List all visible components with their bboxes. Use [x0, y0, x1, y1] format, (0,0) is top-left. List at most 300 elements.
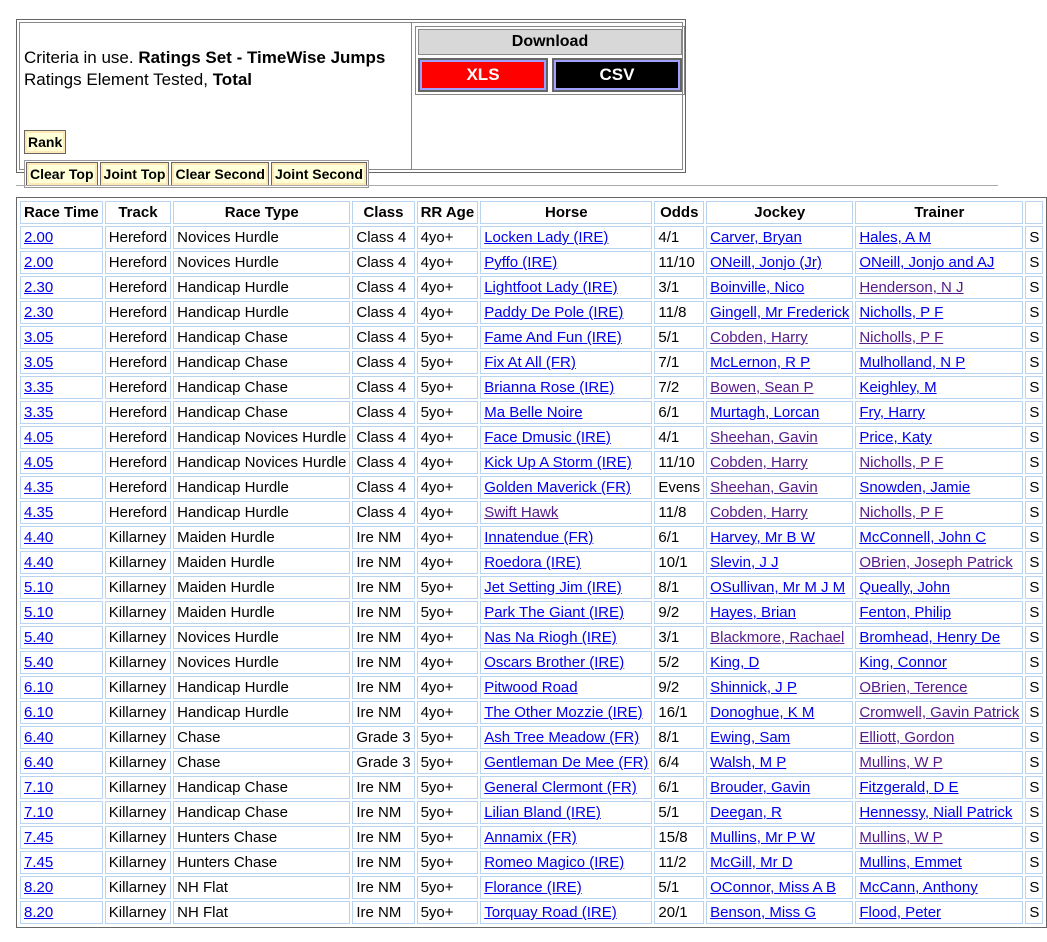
race-time-link[interactable]: 3.05 — [24, 354, 54, 371]
table-cell: Killarney — [105, 601, 171, 624]
jockey-link[interactable]: Boinville, Nico — [710, 279, 805, 296]
horse-link[interactable]: Ash Tree Meadow (FR) — [484, 729, 640, 746]
table-cell — [480, 901, 652, 924]
table-cell — [20, 751, 103, 774]
column-header[interactable] — [1025, 201, 1043, 224]
table-cell: Killarney — [105, 901, 171, 924]
race-time-link[interactable]: 6.10 — [24, 704, 54, 721]
jockey-link[interactable]: Carver, Bryan — [710, 229, 802, 246]
horse-link[interactable]: Brianna Rose (IRE) — [484, 379, 615, 396]
trainer-link[interactable]: Fitzgerald, D E — [859, 779, 959, 796]
table-cell — [20, 876, 103, 899]
jockey-link[interactable]: Sheehan, Gavin — [710, 429, 818, 446]
table-row — [20, 476, 1043, 499]
table-row — [20, 626, 1043, 649]
table-row — [20, 426, 1043, 449]
clear-top-button[interactable]: Clear Top — [26, 162, 98, 186]
table-cell: Handicap Chase — [173, 401, 350, 424]
table-cell: Killarney — [105, 726, 171, 749]
table-cell — [855, 451, 1023, 474]
table-cell: 5yo+ — [417, 876, 479, 899]
download-buttons — [418, 58, 682, 92]
table-cell: Killarney — [105, 876, 171, 899]
table-cell: 5yo+ — [417, 401, 479, 424]
jockey-link[interactable]: Deegan, R — [710, 804, 782, 821]
table-cell — [706, 626, 853, 649]
horse-link[interactable]: Swift Hawk — [484, 504, 559, 521]
table-cell: Killarney — [105, 576, 171, 599]
table-cell — [855, 326, 1023, 349]
table-cell — [480, 876, 652, 899]
race-time-link[interactable]: 8.20 — [24, 879, 54, 896]
table-cell: 11/2 — [654, 851, 704, 874]
jockey-link[interactable]: Shinnick, J P — [710, 679, 797, 696]
table-cell — [855, 726, 1023, 749]
race-time-link[interactable]: 3.35 — [24, 404, 54, 421]
trainer-link[interactable]: Mullins, W P — [859, 754, 943, 771]
horse-link[interactable]: Jet Setting Jim (IRE) — [484, 579, 622, 596]
criteria-prefix: Criteria in use. — [24, 48, 139, 67]
table-cell: Evens — [654, 476, 704, 499]
table-cell: S — [1025, 601, 1043, 624]
race-time-link[interactable]: 5.40 — [24, 629, 54, 646]
rank-button[interactable]: Rank — [24, 130, 66, 154]
table-cell: Hereford — [105, 226, 171, 249]
table-cell — [855, 801, 1023, 824]
horse-link[interactable]: Pyffo (IRE) — [484, 254, 558, 271]
race-time-link[interactable]: 6.10 — [24, 679, 54, 696]
table-cell: 9/2 — [654, 601, 704, 624]
race-time-link[interactable]: 7.45 — [24, 854, 54, 871]
table-cell: Novices Hurdle — [173, 251, 350, 274]
race-time-link[interactable]: 2.30 — [24, 279, 54, 296]
horse-link[interactable]: Torquay Road (IRE) — [484, 904, 617, 921]
table-cell: Ire NM — [352, 901, 414, 924]
table-cell — [706, 276, 853, 299]
trainer-link[interactable]: OBrien, Terence — [859, 679, 968, 696]
trainer-link[interactable]: Nicholls, P F — [859, 504, 944, 521]
table-cell — [706, 526, 853, 549]
table-row — [20, 701, 1043, 724]
column-header[interactable]: Jockey — [706, 201, 853, 224]
table-row — [20, 801, 1043, 824]
table-cell: Class 4 — [352, 426, 414, 449]
trainer-link[interactable]: Nicholls, P F — [859, 329, 944, 346]
table-cell: Ire NM — [352, 551, 414, 574]
table-cell — [480, 226, 652, 249]
table-cell: S — [1025, 726, 1043, 749]
jockey-link[interactable]: Harvey, Mr B W — [710, 529, 815, 546]
jockey-link[interactable]: OSullivan, Mr M J M — [710, 579, 846, 596]
table-cell — [855, 426, 1023, 449]
trainer-link[interactable]: Queally, John — [859, 579, 950, 596]
table-cell: 5yo+ — [417, 576, 479, 599]
table-cell: 5yo+ — [417, 751, 479, 774]
table-cell: 4yo+ — [417, 451, 479, 474]
table-cell — [20, 401, 103, 424]
trainer-link[interactable]: Flood, Peter — [859, 904, 942, 921]
table-cell: 4yo+ — [417, 276, 479, 299]
trainer-link[interactable]: Hennessy, Niall Patrick — [859, 804, 1013, 821]
table-cell: 8/1 — [654, 576, 704, 599]
horse-link[interactable]: Oscars Brother (IRE) — [484, 654, 625, 671]
race-time-link[interactable]: 7.45 — [24, 829, 54, 846]
table-cell: 4yo+ — [417, 251, 479, 274]
horse-link[interactable]: Ma Belle Noire — [484, 404, 583, 421]
race-time-link[interactable]: 6.40 — [24, 754, 54, 771]
race-time-link[interactable]: 5.10 — [24, 604, 54, 621]
horse-link[interactable]: Kick Up A Storm (IRE) — [484, 454, 632, 471]
table-cell — [706, 501, 853, 524]
table-cell: 5yo+ — [417, 851, 479, 874]
table-cell: Class 4 — [352, 276, 414, 299]
table-cell: 4yo+ — [417, 301, 479, 324]
table-cell: Class 4 — [352, 301, 414, 324]
table-cell — [20, 601, 103, 624]
divider — [16, 185, 998, 186]
joint-top-button[interactable]: Joint Top — [100, 162, 170, 186]
column-header[interactable]: Trainer — [855, 201, 1023, 224]
table-cell — [20, 651, 103, 674]
table-cell — [855, 676, 1023, 699]
table-cell: Ire NM — [352, 701, 414, 724]
table-cell — [706, 576, 853, 599]
table-cell — [706, 451, 853, 474]
jockey-link[interactable]: Walsh, M P — [710, 754, 787, 771]
table-cell: Class 4 — [352, 351, 414, 374]
clear-second-button[interactable]: Clear Second — [171, 162, 268, 186]
table-cell — [706, 551, 853, 574]
table-cell — [20, 826, 103, 849]
table-cell — [706, 401, 853, 424]
table-cell — [20, 251, 103, 274]
table-cell: S — [1025, 551, 1043, 574]
table-cell: 7/1 — [654, 351, 704, 374]
race-time-link[interactable]: 4.40 — [24, 529, 54, 546]
trainer-link[interactable]: McCann, Anthony — [859, 879, 978, 896]
table-cell — [706, 251, 853, 274]
criteria-inner — [19, 22, 683, 182]
trainer-link[interactable]: OBrien, Joseph Patrick — [859, 554, 1013, 571]
table-cell: Handicap Hurdle — [173, 276, 350, 299]
table-cell: Killarney — [105, 751, 171, 774]
horse-link[interactable]: Innatendue (FR) — [484, 529, 594, 546]
horse-link[interactable]: Nas Na Riogh (IRE) — [484, 629, 617, 646]
table-cell: Class 4 — [352, 501, 414, 524]
download-heading: Download — [418, 29, 682, 55]
column-header[interactable]: Track — [105, 201, 171, 224]
table-body — [20, 226, 1043, 924]
race-time-link[interactable]: 5.10 — [24, 579, 54, 596]
table-cell — [480, 601, 652, 624]
horse-link[interactable]: General Clermont (FR) — [484, 779, 637, 796]
horse-link[interactable]: Roedora (IRE) — [484, 554, 581, 571]
race-time-link[interactable]: 2.30 — [24, 304, 54, 321]
jockey-link[interactable]: Cobden, Harry — [710, 329, 808, 346]
table-cell: Hereford — [105, 351, 171, 374]
table-cell: S — [1025, 751, 1043, 774]
jockey-link[interactable]: Cobden, Harry — [710, 454, 808, 471]
table-cell: Handicap Novices Hurdle — [173, 451, 350, 474]
jockey-link[interactable]: Blackmore, Rachael — [710, 629, 845, 646]
table-cell: S — [1025, 351, 1043, 374]
trainer-link[interactable]: Mullins, W P — [859, 829, 943, 846]
table-row — [20, 276, 1043, 299]
table-cell — [480, 376, 652, 399]
table-cell — [855, 701, 1023, 724]
ratings-element: Total — [212, 70, 253, 89]
race-time-link[interactable]: 4.05 — [24, 454, 54, 471]
table-row — [20, 901, 1043, 924]
table-cell: 6/1 — [654, 401, 704, 424]
table-cell — [706, 601, 853, 624]
table-cell: Hereford — [105, 501, 171, 524]
table-cell: S — [1025, 901, 1043, 924]
trainer-link[interactable]: Snowden, Jamie — [859, 479, 971, 496]
table-cell — [855, 476, 1023, 499]
table-cell: 11/8 — [654, 301, 704, 324]
table-cell: Novices Hurdle — [173, 626, 350, 649]
jockey-link[interactable]: Hayes, Brian — [710, 604, 796, 621]
table-cell: Killarney — [105, 801, 171, 824]
race-time-link[interactable]: 3.35 — [24, 379, 54, 396]
trainer-link[interactable]: Bromhead, Henry De — [859, 629, 1001, 646]
jockey-link[interactable]: King, D — [710, 654, 760, 671]
table-cell: NH Flat — [173, 876, 350, 899]
table-cell — [480, 576, 652, 599]
table-cell — [480, 326, 652, 349]
table-cell — [706, 376, 853, 399]
trainer-link[interactable]: Hales, A M — [859, 229, 932, 246]
race-time-link[interactable]: 7.10 — [24, 804, 54, 821]
jockey-link[interactable]: Benson, Miss G — [710, 904, 816, 921]
column-header[interactable]: RR Age — [417, 201, 479, 224]
table-cell: Hereford — [105, 401, 171, 424]
table-cell: Class 4 — [352, 451, 414, 474]
table-cell: Hereford — [105, 251, 171, 274]
race-time-link[interactable]: 2.00 — [24, 229, 54, 246]
horse-link[interactable]: The Other Mozzie (IRE) — [484, 704, 643, 721]
table-cell: Handicap Hurdle — [173, 701, 350, 724]
table-cell — [480, 676, 652, 699]
table-cell — [480, 776, 652, 799]
table-cell: Handicap Novices Hurdle — [173, 426, 350, 449]
horse-link[interactable]: Annamix (FR) — [484, 829, 577, 846]
jockey-link[interactable]: Bowen, Sean P — [710, 379, 814, 396]
table-cell — [706, 851, 853, 874]
column-header[interactable]: Horse — [480, 201, 652, 224]
horse-link[interactable]: Florance (IRE) — [484, 879, 582, 896]
table-cell: Class 4 — [352, 251, 414, 274]
trainer-link[interactable]: Fenton, Philip — [859, 604, 952, 621]
table-cell: 4yo+ — [417, 476, 479, 499]
horse-link[interactable]: Lilian Bland (IRE) — [484, 804, 601, 821]
table-cell: 4yo+ — [417, 701, 479, 724]
table-cell: S — [1025, 426, 1043, 449]
race-time-link[interactable]: 8.20 — [24, 904, 54, 921]
table-cell — [706, 301, 853, 324]
table-cell — [855, 526, 1023, 549]
trainer-link[interactable]: Keighley, M — [859, 379, 937, 396]
trainer-link[interactable]: King, Connor — [859, 654, 947, 671]
jockey-link[interactable]: Ewing, Sam — [710, 729, 791, 746]
jockey-link[interactable]: ONeill, Jonjo (Jr) — [710, 254, 822, 271]
table-cell: 6/4 — [654, 751, 704, 774]
trainer-link[interactable]: Mulholland, N P — [859, 354, 966, 371]
table-cell: 6/1 — [654, 776, 704, 799]
horse-link[interactable]: Fame And Fun (IRE) — [484, 329, 622, 346]
download-panel — [412, 23, 682, 169]
race-time-link[interactable]: 7.10 — [24, 779, 54, 796]
jockey-link[interactable]: Cobden, Harry — [710, 504, 808, 521]
trainer-link[interactable]: McConnell, John C — [859, 529, 987, 546]
table-cell: Maiden Hurdle — [173, 551, 350, 574]
table-cell: Class 4 — [352, 376, 414, 399]
table-cell: Maiden Hurdle — [173, 576, 350, 599]
table-cell — [706, 776, 853, 799]
race-time-link[interactable]: 2.00 — [24, 254, 54, 271]
table-cell — [20, 351, 103, 374]
table-cell: 11/8 — [654, 501, 704, 524]
race-time-link[interactable]: 5.40 — [24, 654, 54, 671]
table-cell: 5yo+ — [417, 776, 479, 799]
jockey-link[interactable]: McLernon, R P — [710, 354, 811, 371]
table-cell — [706, 801, 853, 824]
jockey-link[interactable]: Murtagh, Lorcan — [710, 404, 820, 421]
table-cell: 7/2 — [654, 376, 704, 399]
table-cell — [855, 776, 1023, 799]
horse-link[interactable]: Gentleman De Mee (FR) — [484, 754, 649, 771]
horse-link[interactable]: Fix At All (FR) — [484, 354, 576, 371]
table-cell — [480, 626, 652, 649]
table-cell — [20, 301, 103, 324]
trainer-link[interactable]: Nicholls, P F — [859, 304, 944, 321]
table-cell — [706, 476, 853, 499]
table-cell — [20, 501, 103, 524]
table-cell: Handicap Hurdle — [173, 676, 350, 699]
horse-link[interactable]: Park The Giant (IRE) — [484, 604, 624, 621]
column-header[interactable]: Race Type — [173, 201, 350, 224]
table-row — [20, 776, 1043, 799]
table-row — [20, 376, 1043, 399]
jockey-link[interactable]: Donoghue, K M — [710, 704, 815, 721]
table-cell: 10/1 — [654, 551, 704, 574]
table-cell: Killarney — [105, 676, 171, 699]
trainer-link[interactable]: ONeill, Jonjo and AJ — [859, 254, 995, 271]
column-header[interactable]: Class — [352, 201, 414, 224]
race-time-link[interactable]: 4.35 — [24, 504, 54, 521]
horse-link[interactable]: Romeo Magico (IRE) — [484, 854, 625, 871]
horse-link[interactable]: Face Dmusic (IRE) — [484, 429, 611, 446]
table-cell — [855, 851, 1023, 874]
trainer-link[interactable]: Price, Katy — [859, 429, 932, 446]
table-cell: Killarney — [105, 626, 171, 649]
jockey-link[interactable]: Gingell, Mr Frederick — [710, 304, 850, 321]
table-cell: 4yo+ — [417, 551, 479, 574]
table-row — [20, 851, 1043, 874]
jockey-link[interactable]: Sheehan, Gavin — [710, 479, 818, 496]
horse-link[interactable]: Golden Maverick (FR) — [484, 479, 631, 496]
table-cell: S — [1025, 226, 1043, 249]
jockey-link[interactable]: McGill, Mr D — [710, 854, 793, 871]
jockey-link[interactable]: Brouder, Gavin — [710, 779, 811, 796]
table-cell — [706, 351, 853, 374]
trainer-link[interactable]: Mullins, Emmet — [859, 854, 962, 871]
table-cell: 5yo+ — [417, 351, 479, 374]
table-cell — [480, 451, 652, 474]
table-cell: S — [1025, 851, 1043, 874]
table-row — [20, 451, 1043, 474]
horse-link[interactable]: Lightfoot Lady (IRE) — [484, 279, 618, 296]
table-cell — [480, 526, 652, 549]
joint-second-button[interactable]: Joint Second — [271, 162, 367, 186]
table-cell — [855, 901, 1023, 924]
horse-link[interactable]: Pitwood Road — [484, 679, 578, 696]
table-row — [20, 301, 1043, 324]
table-cell — [706, 901, 853, 924]
race-time-link[interactable]: 4.05 — [24, 429, 54, 446]
table-cell: Grade 3 — [352, 751, 414, 774]
horse-link[interactable]: Locken Lady (IRE) — [484, 229, 609, 246]
column-header[interactable]: Race Time — [20, 201, 103, 224]
table-row — [20, 726, 1043, 749]
trainer-link[interactable]: Henderson, N J — [859, 279, 964, 296]
race-time-link[interactable]: 6.40 — [24, 729, 54, 746]
table-cell: Handicap Chase — [173, 326, 350, 349]
table-cell: 5yo+ — [417, 801, 479, 824]
trainer-link[interactable]: Nicholls, P F — [859, 454, 944, 471]
table-cell — [20, 426, 103, 449]
table-cell — [480, 801, 652, 824]
table-cell: Hereford — [105, 301, 171, 324]
rank-row — [24, 130, 66, 154]
table-cell: 11/10 — [654, 251, 704, 274]
table-cell: 4yo+ — [417, 526, 479, 549]
table-cell — [20, 851, 103, 874]
race-time-link[interactable]: 3.05 — [24, 329, 54, 346]
table-cell — [20, 276, 103, 299]
table-cell: Chase — [173, 726, 350, 749]
jockey-link[interactable]: OConnor, Miss A B — [710, 879, 837, 896]
table-cell: S — [1025, 651, 1043, 674]
trainer-link[interactable]: Cromwell, Gavin Patrick — [859, 704, 1020, 721]
csv-button[interactable]: CSV — [552, 58, 682, 92]
table-cell: Hereford — [105, 476, 171, 499]
xls-button[interactable]: XLS — [418, 58, 548, 92]
table-cell: 5yo+ — [417, 901, 479, 924]
table-cell — [20, 801, 103, 824]
table-cell: S — [1025, 776, 1043, 799]
table-cell: S — [1025, 251, 1043, 274]
horse-link[interactable]: Paddy De Pole (IRE) — [484, 304, 624, 321]
jockey-link[interactable]: Mullins, Mr P W — [710, 829, 815, 846]
table-cell: 5yo+ — [417, 326, 479, 349]
jockey-link[interactable]: Slevin, J J — [710, 554, 779, 571]
table-row — [20, 826, 1043, 849]
column-header[interactable]: Odds — [654, 201, 704, 224]
table-cell: Handicap Hurdle — [173, 501, 350, 524]
table-cell — [855, 576, 1023, 599]
race-time-link[interactable]: 4.35 — [24, 479, 54, 496]
trainer-link[interactable]: Elliott, Gordon — [859, 729, 955, 746]
trainer-link[interactable]: Fry, Harry — [859, 404, 925, 421]
table-cell: 5/1 — [654, 326, 704, 349]
race-time-link[interactable]: 4.40 — [24, 554, 54, 571]
table-cell — [855, 626, 1023, 649]
table-cell — [706, 826, 853, 849]
table-row — [20, 401, 1043, 424]
table-cell: S — [1025, 401, 1043, 424]
